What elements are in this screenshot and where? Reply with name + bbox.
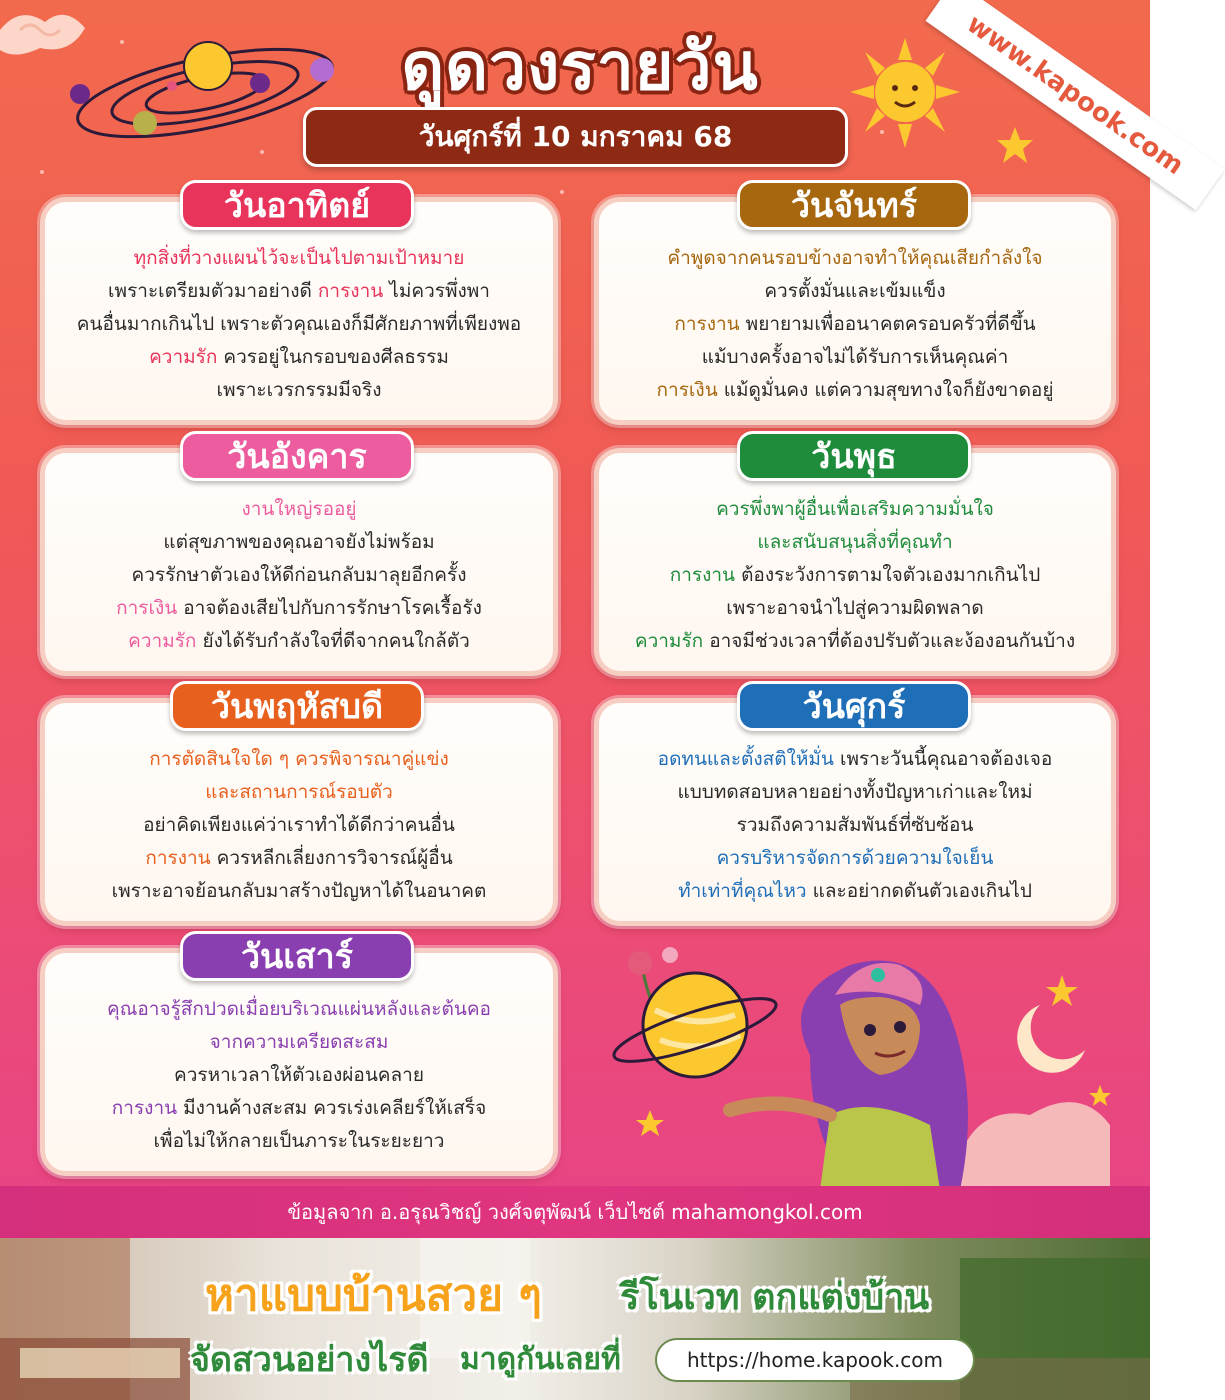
day-reading xyxy=(45,493,553,658)
reading-line xyxy=(45,809,553,842)
reading-line xyxy=(45,1125,553,1158)
reading-line xyxy=(45,875,553,908)
reading-line xyxy=(45,341,553,374)
reading-line xyxy=(45,526,553,559)
reading-text: เพราะอาจนำไปสู่ความผิดพลาด xyxy=(726,597,984,619)
highlight-text: ควรพึ่งพาผู้อื่นเพื่อเสริมความมั่นใจ xyxy=(716,498,994,520)
reading-line xyxy=(599,374,1111,407)
highlight-text: การตัดสินใจใด ๆ ควรพิจารณาคู่แข่ง xyxy=(149,748,449,770)
reading-text: ต้องระวังการตามใจตัวเองมากเกินไป xyxy=(735,564,1041,586)
highlight-text: และสถานการณ์รอบตัว xyxy=(205,781,393,803)
reading-line xyxy=(45,993,553,1026)
reading-line xyxy=(45,275,553,308)
reading-line xyxy=(599,743,1111,776)
banner-tagline: จัดสวนอย่างไรดี xyxy=(190,1340,429,1380)
reading-text: มีงานค้างสะสม ควรเร่งเคลียร์ให้เสร็จ xyxy=(177,1097,487,1119)
reading-line xyxy=(45,1026,553,1059)
reading-line xyxy=(45,559,553,592)
highlight-text: ความรัก xyxy=(149,346,218,368)
reading-text: อาจมีช่วงเวลาที่ต้องปรับตัวและง้องอนกันบ้าง xyxy=(703,630,1076,652)
day-label: วันอาทิตย์ xyxy=(180,180,414,230)
highlight-text: จากความเครียดสะสม xyxy=(209,1031,389,1053)
reading-text: เพราะเวรกรรมมีจริง xyxy=(216,379,382,401)
reading-line xyxy=(599,526,1111,559)
reading-text: ควรรักษาตัวเองให้ดีก่อนกลับมาลุยอีกครั้ง xyxy=(131,564,467,586)
highlight-text: ทำเท่าที่คุณไหว xyxy=(678,880,807,902)
reading-text: แม้ดูมั่นคง แต่ความสุขทางใจก็ยังขาดอยู่ xyxy=(717,379,1054,401)
highlight-text: ควรบริหารจัดการด้วยความใจเย็น xyxy=(716,847,994,869)
reading-text: ควรอยู่ในกรอบของศีลธรรม xyxy=(217,346,449,368)
reading-line xyxy=(45,592,553,625)
highlight-text: การงาน xyxy=(674,313,740,335)
highlight-text: ความรัก xyxy=(634,630,704,652)
reading-line xyxy=(599,493,1111,526)
reading-text: ยังได้รับกำลังใจที่ดีจากคนใกล้ตัว xyxy=(196,630,470,652)
reading-text: ควรหาเวลาให้ตัวเองผ่อนคลาย xyxy=(174,1064,424,1086)
promo-banner[interactable] xyxy=(0,1238,1150,1400)
date-banner: วันศุกร์ที่ 10 มกราคม 68 xyxy=(303,107,848,167)
reading-text: ควรหลีกเลี่ยงการวิจารณ์ผู้อื่น xyxy=(210,847,453,869)
reading-line xyxy=(45,625,553,658)
reading-text: พยายามเพื่ออนาคตครอบครัวที่ดีขึ้น xyxy=(739,313,1036,335)
highlight-text: อดทนและตั้งสติให้มั่น xyxy=(657,748,834,770)
reading-line xyxy=(45,308,553,341)
highlight-text: คุณอาจรู้สึกปวดเมื่อยบริเวณแผ่นหลังและต้นคอ xyxy=(107,998,491,1020)
day-reading xyxy=(45,993,553,1158)
day-label: วันพุธ xyxy=(737,431,971,481)
reading-line xyxy=(45,374,553,407)
reading-text: แม้บางครั้งอาจไม่ได้รับการเห็นคุณค่า xyxy=(701,346,1009,368)
day-label: วันเสาร์ xyxy=(180,931,414,981)
day-label: วันศุกร์ xyxy=(737,681,971,731)
banner-url-link[interactable]: https://home.kapook.com xyxy=(655,1338,975,1382)
day-reading xyxy=(599,493,1111,658)
day-label: วันพฤหัสบดี xyxy=(170,681,424,731)
reading-text: คนอื่นมากเกินไป เพราะตัวคุณเองก็มีศักยภาพที่เพียงพอ xyxy=(76,313,522,335)
reading-text: เพราะอาจย้อนกลับมาสร้างปัญหาได้ในอนาคต xyxy=(111,880,487,902)
reading-line xyxy=(45,842,553,875)
reading-line xyxy=(599,341,1111,374)
day-reading xyxy=(599,743,1111,908)
reading-text: แต่สุขภาพของคุณอาจยังไม่พร้อม xyxy=(163,531,435,553)
reading-line xyxy=(45,1059,553,1092)
reading-line xyxy=(45,242,553,275)
highlight-text: และสนับสนุนสิ่งที่คุณทำ xyxy=(757,531,953,553)
reading-text: เพราะเตรียมตัวมาอย่างดี xyxy=(108,280,318,302)
reading-line xyxy=(45,493,553,526)
banner-subtitle: รีโนเวท ตกแต่งบ้าน xyxy=(620,1277,930,1318)
highlight-text: การงาน xyxy=(669,564,736,586)
highlight-text: ทุกสิ่งที่วางแผนไว้จะเป็นไปตามเป้าหมาย xyxy=(133,247,465,269)
reading-line xyxy=(45,776,553,809)
reading-text: รวมถึงความสัมพันธ์ที่ซับซ้อน xyxy=(736,814,974,836)
watermark-text: www.kapook.com xyxy=(926,0,1225,210)
reading-line xyxy=(45,743,553,776)
highlight-text: คำพูดจากคนรอบข้างอาจทำให้คุณเสียกำลังใจ xyxy=(667,247,1043,269)
source-credit: ข้อมูลจาก อ.อรุณวิชญ์ วงศ์จตุพัฒน์ เว็บไซต์ mahamongkol.com xyxy=(0,1186,1150,1238)
banner-cta-text: มาดูกันเลยที่ xyxy=(460,1342,621,1377)
reading-line xyxy=(45,1092,553,1125)
day-label: วันอังคาร xyxy=(180,431,414,481)
highlight-text: ความรัก xyxy=(128,630,197,652)
highlight-text: การเงิน xyxy=(656,379,718,401)
reading-line xyxy=(599,275,1111,308)
highlight-text: การงาน xyxy=(111,1097,178,1119)
highlight-text: งานใหญ่รออยู่ xyxy=(241,498,357,520)
day-reading xyxy=(45,743,553,908)
highlight-text: การเงิน xyxy=(116,597,178,619)
reading-line xyxy=(599,559,1111,592)
reading-text: เพราะวันนี้คุณอาจต้องเจอ xyxy=(833,748,1053,770)
reading-line xyxy=(599,809,1111,842)
reading-line xyxy=(599,842,1111,875)
page-title: ดูดวงรายวัน xyxy=(401,28,759,105)
highlight-text: การงาน xyxy=(317,280,384,302)
day-reading xyxy=(599,242,1111,407)
day-reading xyxy=(45,242,553,407)
reading-line xyxy=(599,625,1111,658)
highlight-text: การงาน xyxy=(145,847,211,869)
reading-line xyxy=(599,592,1111,625)
day-label: วันจันทร์ xyxy=(737,180,971,230)
reading-text: อาจต้องเสียไปกับการรักษาโรคเรื้อรัง xyxy=(177,597,482,619)
reading-line xyxy=(599,242,1111,275)
reading-text: ควรตั้งมั่นและเข้มแข็ง xyxy=(764,280,946,302)
reading-text: ไม่ควรพึ่งพา xyxy=(383,280,490,302)
reading-text: อย่าคิดเพียงแค่ว่าเราทำได้ดีกว่าคนอื่น xyxy=(143,814,455,836)
reading-line xyxy=(599,875,1111,908)
reading-line xyxy=(599,308,1111,341)
reading-line xyxy=(599,776,1111,809)
reading-text: เพื่อไม่ให้กลายเป็นภาระในระยะยาว xyxy=(153,1130,445,1152)
reading-text: และอย่ากดดันตัวเองเกินไป xyxy=(806,880,1032,902)
reading-text: แบบทดสอบหลายอย่างทั้งปัญหาเก่าและใหม่ xyxy=(677,781,1033,803)
fortune-teller-illustration xyxy=(600,935,1120,1190)
banner-title: หาแบบบ้านสวย ๆ xyxy=(205,1270,542,1321)
